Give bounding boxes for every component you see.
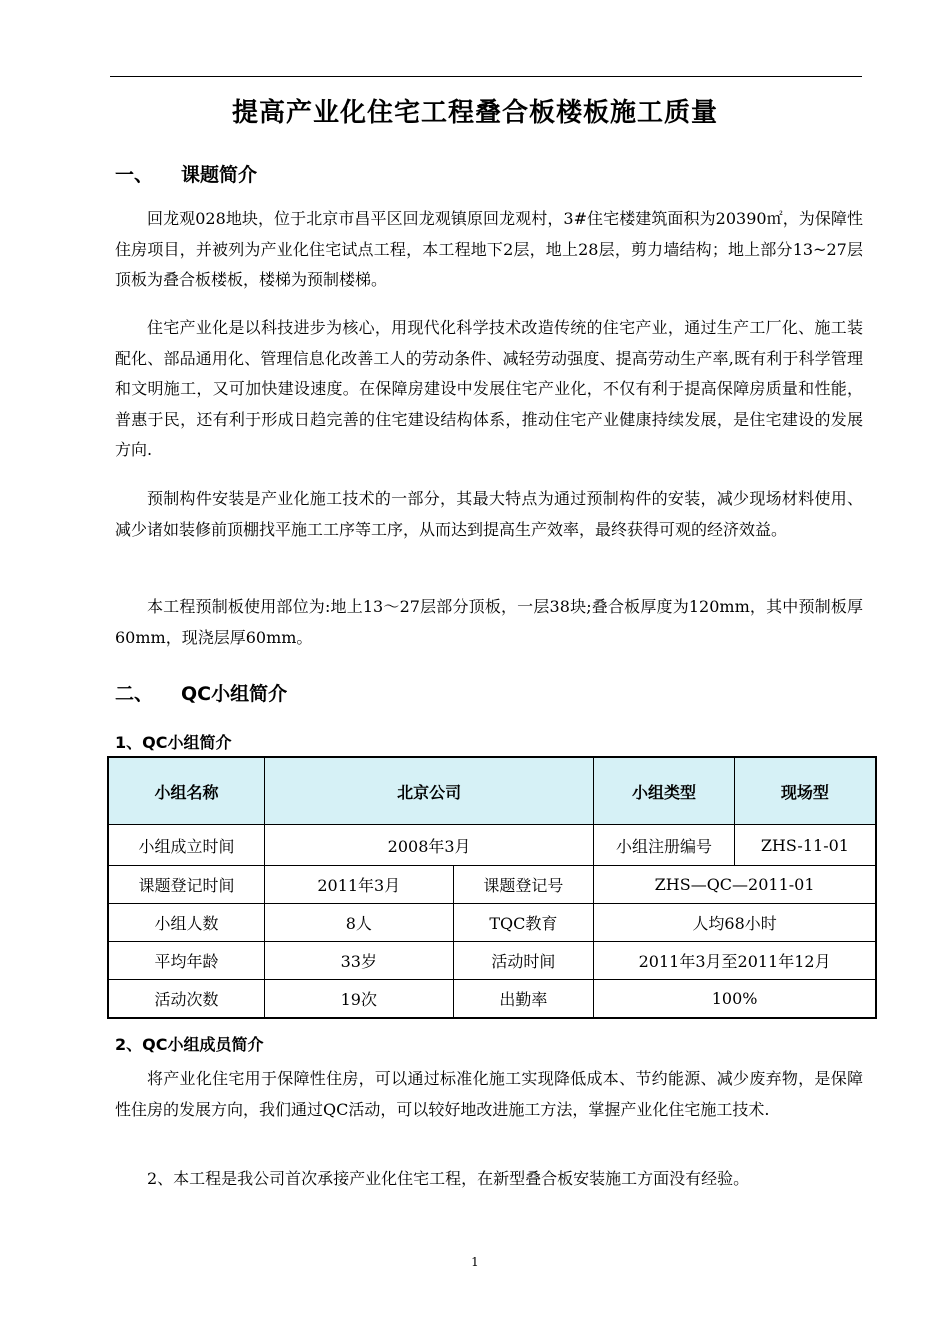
table-cell: 出勤率 xyxy=(453,980,594,1019)
table-cell: 19次 xyxy=(265,980,454,1019)
table-cell: 现场型 xyxy=(734,757,876,825)
table-cell: 8人 xyxy=(265,904,454,942)
table-cell: ZHS-11-01 xyxy=(734,825,876,866)
table-cell: 2011年3月 xyxy=(265,866,454,904)
table-row xyxy=(108,942,876,980)
table-row xyxy=(108,866,876,904)
paragraph-5: 将产业化住宅用于保障性住房，可以通过标准化施工实现降低成本、节约能源、减少废弃物，是保障性住房的发展方向，我们通过QC活动，可以较好地改进施工方法，掌握产业化住宅施工技术. xyxy=(115,1069,863,1119)
qc-group-table xyxy=(107,756,877,1019)
header-rule xyxy=(110,76,862,77)
section2-title: QC小组简介 xyxy=(181,683,288,705)
section1-title: 课题简介 xyxy=(181,164,258,186)
table-cell: 人均68小时 xyxy=(594,904,876,942)
table-cell: 平均年龄 xyxy=(108,942,265,980)
document-title: 提高产业化住宅工程叠合板楼板施工质量 xyxy=(231,98,718,128)
table-cell: 北京公司 xyxy=(265,757,594,825)
section1-number: 一、 xyxy=(115,164,154,186)
table-cell: TQC教育 xyxy=(453,904,594,942)
table-cell: 2008年3月 xyxy=(265,825,594,866)
table-cell: 33岁 xyxy=(265,942,454,980)
table-cell: 小组注册编号 xyxy=(594,825,735,866)
table-cell: 课题登记时间 xyxy=(108,866,265,904)
table-cell: 2011年3月至2011年12月 xyxy=(594,942,876,980)
page-number: 1 xyxy=(471,1255,479,1269)
paragraph-2: 住宅产业化是以科技进步为核心，用现代化科学技术改造传统的住宅产业，通过生产工厂化、施工装配化、部品通用化、管理信息化改善工人的劳动条件、减轻劳动强度、提高劳动生产率,既有利于科学管理和文明施工，又可加快建设速度。在保障房建设中发展住宅产业化，不仅有利于提高保障房质量和性能，普惠于民，还有利于形成日趋完善的住宅建设结构体系，推动住宅产业健康持续发展，是住宅建设的发展方向. xyxy=(115,318,863,459)
table-row xyxy=(108,825,876,866)
section1-heading xyxy=(115,160,257,187)
table-cell: 小组名称 xyxy=(108,757,265,825)
subsection-2-heading: 2、QC小组成员简介 xyxy=(115,1035,264,1054)
section2-number: 二、 xyxy=(115,683,154,705)
table-cell: 100% xyxy=(594,980,876,1019)
table-cell: 小组成立时间 xyxy=(108,825,265,866)
table-row xyxy=(108,980,876,1019)
table-cell: 课题登记号 xyxy=(453,866,594,904)
subsection-1-heading: 1、QC小组简介 xyxy=(115,733,232,752)
table-cell: ZHS—QC—2011-01 xyxy=(594,866,876,904)
table-cell: 小组人数 xyxy=(108,904,265,942)
paragraph-1: 回龙观028地块，位于北京市昌平区回龙观镇原回龙观村，3#住宅楼建筑面积为20390㎡，为保障性住房项目，并被列为产业化住宅试点工程，本工程地下2层，地上28层，剪力墙结构；地上部分13~27层顶板为叠合板楼板，楼梯为预制楼梯。 xyxy=(115,209,863,289)
table-cell: 活动次数 xyxy=(108,980,265,1019)
paragraph-3: 预制构件安装是产业化施工技术的一部分，其最大特点为通过预制构件的安装，减少现场材料使用、减少诸如装修前顶棚找平施工工序等工序，从而达到提高生产效率，最终获得可观的经济效益。 xyxy=(115,489,863,539)
table-cell: 小组类型 xyxy=(594,757,735,825)
table-row xyxy=(108,904,876,942)
table-cell: 活动时间 xyxy=(453,942,594,980)
table-header-row xyxy=(108,757,876,825)
section2-heading xyxy=(115,679,287,706)
paragraph-4: 本工程预制板使用部位为:地上13～27层部分顶板，一层38块;叠合板厚度为120mm，其中预制板厚60mm，现浇层厚60mm。 xyxy=(115,597,863,647)
paragraph-6: 2、本工程是我公司首次承接产业化住宅工程，在新型叠合板安装施工方面没有经验。 xyxy=(147,1169,750,1188)
